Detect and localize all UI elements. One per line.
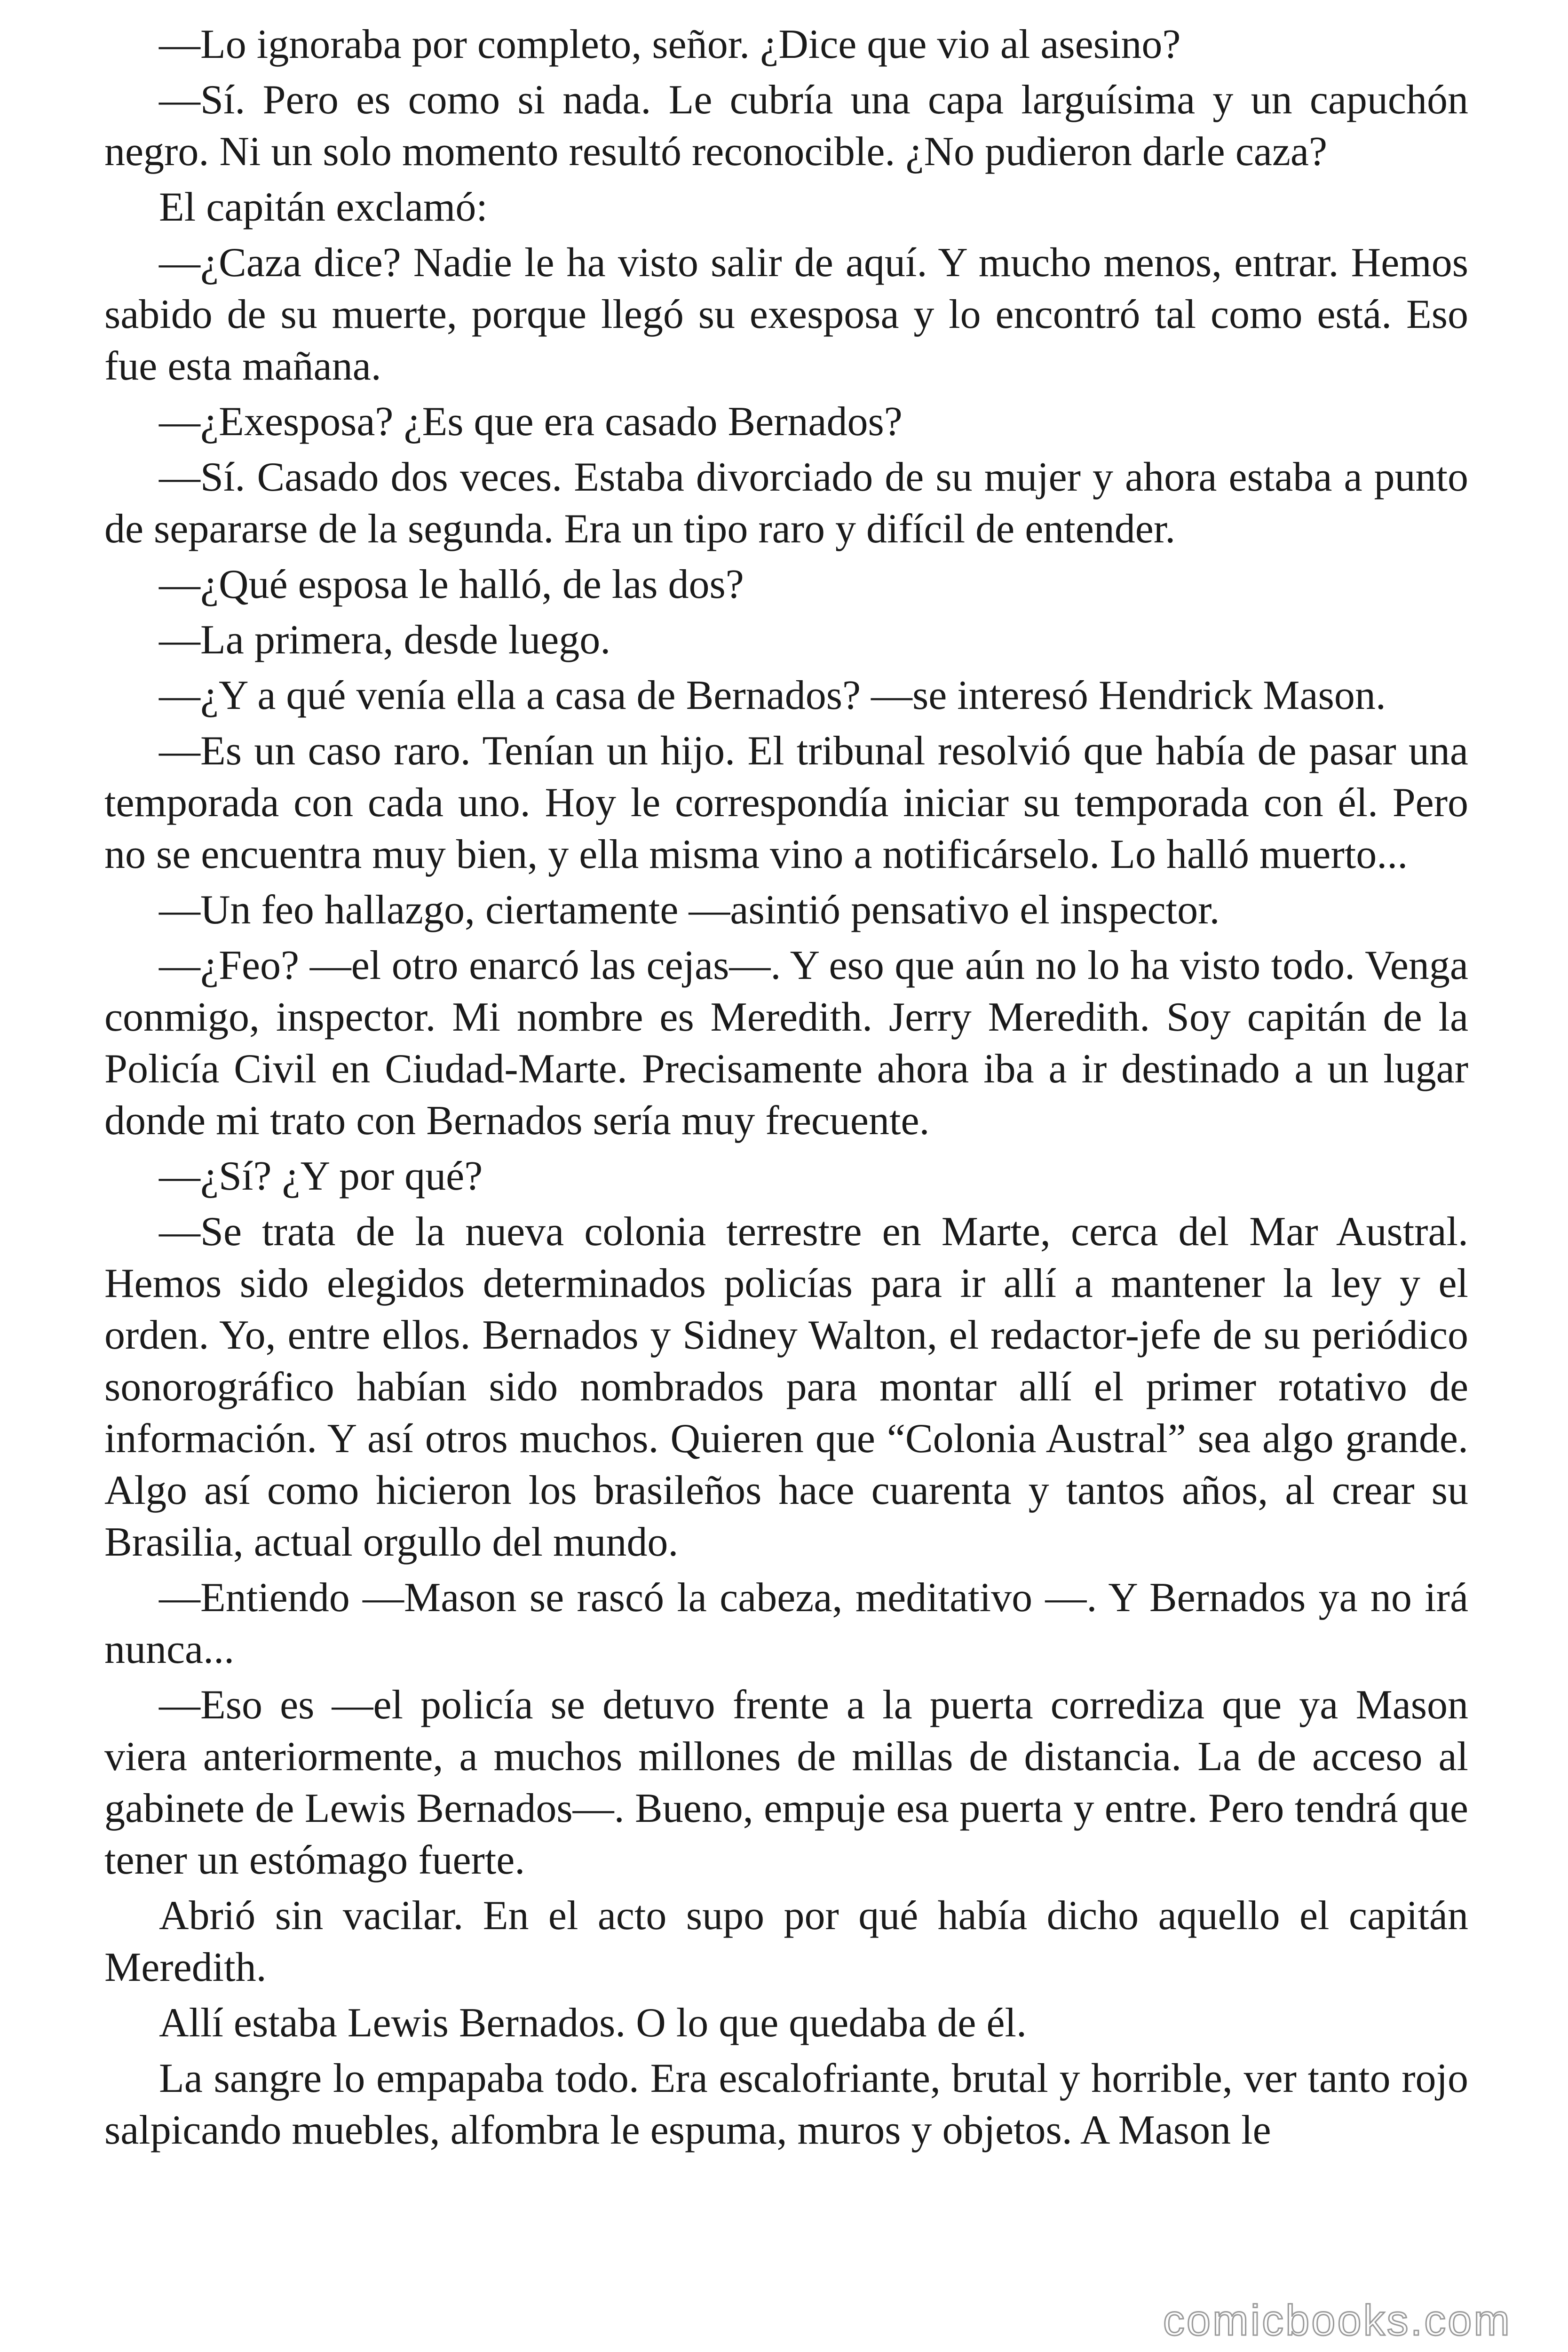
- paragraph: —La primera, desde luego.: [159, 617, 611, 663]
- paragraph: La sangre lo empapaba todo. Era escalofriante, brutal y horrible, ver tanto rojo salpicando muebles, alfombra le espuma, muros y objetos. A Mason le: [104, 2056, 1468, 2153]
- paragraph: —Sí. Pero es como si nada. Le cubría una capa larguísima y un capuchón negro. Ni un solo momento resultó reconocible. ¿No pudieron darle caza?: [104, 77, 1468, 175]
- paragraph: —Lo ignoraba por completo, señor. ¿Dice que vio al asesino?: [159, 22, 1181, 67]
- paragraph: Abrió sin vacilar. En el acto supo por qué había dicho aquello el capitán Meredith.: [104, 1893, 1468, 1990]
- paragraph: Allí estaba Lewis Bernados. O lo que quedaba de él.: [159, 2000, 1027, 2046]
- paragraph: —¿Y a qué venía ella a casa de Bernados? —se interesó Hendrick Mason.: [159, 673, 1386, 718]
- paragraph: —Entiendo —Mason se rascó la cabeza, meditativo —. Y Bernados ya no irá nunca...: [104, 1575, 1468, 1672]
- paragraph: —¿Qué esposa le halló, de las dos?: [159, 562, 744, 607]
- paragraph: —¿Caza dice? Nadie le ha visto salir de aquí. Y mucho menos, entrar. Hemos sabido de su muerte, porque llegó su exesposa y lo encontró tal como está. Eso fue esta mañana.: [104, 240, 1468, 389]
- paragraph: —Eso es —el policía se detuvo frente a la puerta corrediza que ya Mason viera anteriormente, a muchos millones de millas de distancia. La de acceso al gabinete de Lewis Bernados—. Bueno, empuje esa puerta y entre. Pero tendrá que tener un estómago fuerte.: [104, 1682, 1468, 1883]
- paragraph: —Sí. Casado dos veces. Estaba divorciado de su mujer y ahora estaba a punto de separarse de la segunda. Era un tipo raro y difícil de entender.: [104, 454, 1468, 552]
- paragraph: —Se trata de la nueva colonia terrestre en Marte, cerca del Mar Austral. Hemos sido elegidos determinados policías para ir allí a mantener la ley y el orden. Yo, entre ellos. Bernados y Sidney Walton, el redactor-jefe de su periódico sonorográfico habían sido nombrados para montar allí el primer rotativo de información. Y así otros muchos. Quieren que “Colonia Austral” sea algo grande. Algo así como hicieron los brasileños hace cuarenta y tantos años, al crear su Brasilia, actual orgullo del mundo.: [104, 1209, 1468, 1565]
- paragraph: —¿Feo? —el otro enarcó las cejas—. Y eso que aún no lo ha visto todo. Venga conmigo, inspector. Mi nombre es Meredith. Jerry Meredith. Soy capitán de la Policía Civil en Ciudad-Marte. Precisamente ahora iba a ir destinado a un lugar donde mi trato con Bernados sería muy frecuente.: [104, 943, 1468, 1144]
- watermark: comicbooks.com: [1163, 2296, 1512, 2344]
- paragraph: El capitán exclamó:: [159, 184, 488, 230]
- paragraph: —Un feo hallazgo, ciertamente —asintió pensativo el inspector.: [159, 887, 1220, 933]
- paragraph: —Es un caso raro. Tenían un hijo. El tribunal resolvió que había de pasar una temporada con cada uno. Hoy le correspondía iniciar su temporada con él. Pero no se encuentra muy bien, y ella misma vino a notificárselo. Lo halló muerto...: [104, 728, 1468, 877]
- paragraph: —¿Sí? ¿Y por qué?: [159, 1153, 483, 1199]
- document-page: [104, 19, 1468, 2160]
- paragraph: —¿Exesposa? ¿Es que era casado Bernados?: [159, 399, 903, 445]
